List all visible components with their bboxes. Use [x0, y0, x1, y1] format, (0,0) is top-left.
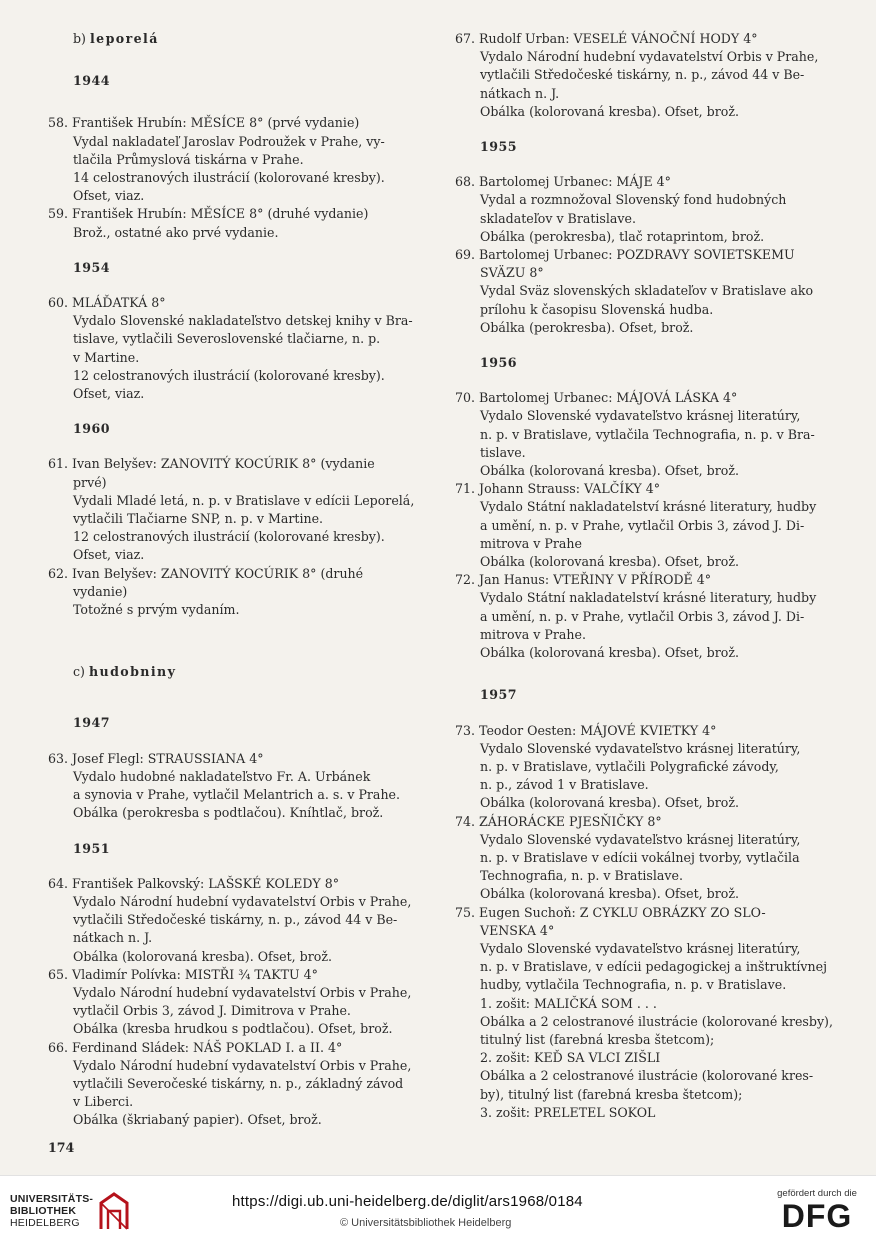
entry-title-line: 72. Jan Hanus: VTEŘINY V PŘÍRODĚ 4° — [455, 572, 712, 588]
entry-detail-line: VENSKA 4° — [480, 922, 555, 938]
year-heading: 1947 — [73, 715, 111, 731]
section-label: c) — [73, 664, 89, 680]
year-heading: 1944 — [73, 73, 111, 89]
year-heading: 1957 — [480, 687, 518, 703]
year-heading: 1954 — [73, 259, 111, 275]
page-number: 174 — [48, 1140, 75, 1155]
spacer — [455, 372, 847, 389]
spacer — [48, 403, 436, 420]
university-library-logo[interactable] — [10, 1191, 135, 1235]
entry-detail-line: Vydalo Státní nakladatelství krásné literatury, hudby — [480, 590, 817, 606]
spacer — [48, 681, 436, 714]
entry-detail-line: SVÄZU 8° — [480, 265, 544, 281]
year-heading: 1960 — [73, 421, 111, 437]
entry-detail-line: Ofset, viaz. — [73, 547, 145, 563]
viewer-footer — [0, 1175, 876, 1246]
spacer — [48, 90, 436, 114]
spacer — [455, 337, 847, 354]
entry-detail-line: Vydalo Slovenské vydavateľstvo krásnej literatúry, — [480, 740, 801, 756]
spacer — [48, 858, 436, 875]
entry-detail-line: mitrova v Prahe. — [480, 626, 586, 642]
entry-detail-line: Obálka (kolorovaná kresba). Ofset, brož. — [480, 554, 739, 570]
entry-detail-line: tlačila Průmyslová tiskárna v Prahe. — [73, 151, 304, 167]
entry-detail-line: Obálka (kresba hrudkou s podtlačou). Ofset, brož. — [73, 1021, 393, 1037]
entry-detail-line: Ofset, viaz. — [73, 386, 145, 402]
entry-detail-line: Vydali Mladé letá, n. p. v Bratislave v edícii Leporelá, — [73, 492, 415, 508]
entry-detail-line: 2. zošit: KEĎ SA VLCI ZIŠLI — [480, 1050, 661, 1066]
entry-detail-line: Obálka (kolorovaná kresba). Ofset, brož. — [480, 645, 739, 661]
year-heading: 1955 — [480, 139, 518, 155]
entry-detail-line: Obálka (kolorovaná kresba). Ofset, brož. — [480, 103, 739, 119]
entry-detail-line: prvé) — [73, 474, 107, 490]
entry-detail-line: Vydal a rozmnožoval Slovenský fond hudobných — [480, 192, 787, 208]
entry-detail-line: n. p., závod 1 v Bratislave. — [480, 777, 649, 793]
entry-detail-line: vytlačili Tlačiarne SNP, n. p. v Martine. — [73, 511, 324, 527]
university-library-name — [10, 1193, 93, 1229]
entry-detail-line: Vydal nakladateľ Jaroslav Podroužek v Prahe, vy- — [73, 133, 385, 149]
entry-detail-line: Obálka (perokresba), tlač rotaprintom, brož. — [480, 228, 765, 244]
entry-detail-line: vytlačili Středočeské tiskárny, n. p., závod 44 v Be- — [480, 67, 805, 83]
entry-detail-line: Vydal Sväz slovenských skladateľov v Bratislave ako — [480, 283, 814, 299]
entry-detail-line: Obálka (kolorovaná kresba). Ofset, brož. — [73, 948, 332, 964]
spacer — [48, 242, 436, 259]
entry-detail-line: n. p. v Bratislave, v edícii pedagogickej a inštruktívnej — [480, 959, 827, 975]
spacer — [48, 619, 436, 652]
spacer — [48, 733, 436, 750]
copyright-notice: © Universitätsbibliothek Heidelberg — [340, 1217, 512, 1229]
entry-detail-line: a umění, n. p. v Prahe, vytlačil Orbis 3, závod J. Di- — [480, 608, 805, 624]
entry-detail-line: Obálka (kolorovaná kresba). Ofset, brož. — [480, 795, 739, 811]
entry-detail-line: Technografia, n. p. v Bratislave. — [480, 868, 683, 884]
entry-detail-line: mitrova v Prahe — [480, 535, 582, 551]
entry-detail-line: 12 celostranových ilustrácií (kolorované kresby). — [73, 529, 385, 545]
section-title: leporelá — [89, 31, 159, 46]
entry-detail-line: tislave. — [480, 444, 526, 460]
entry-detail-line: Vydalo Národní hudební vydavatelství Orbis v Prahe, — [480, 49, 819, 65]
entry-detail-line: Obálka (perokresba). Ofset, brož. — [480, 319, 694, 335]
entry-detail-line: skladateľov v Bratislave. — [480, 210, 637, 226]
entry-title-line: 68. Bartolomej Urbanec: MÁJE 4° — [455, 174, 671, 190]
entry-detail-line: a synovia v Prahe, vytlačil Melantrich a. s. v Prahe. — [73, 787, 401, 803]
spacer — [48, 48, 436, 72]
entry-detail-line: prílohu k časopisu Slovenská hudba. — [480, 301, 714, 317]
entry-detail-line: tislave, vytlačili Severoslovenské tlačiarne, n. p. — [73, 331, 381, 347]
entry-title-line: 58. František Hrubín: MĚSÍCE 8° (prvé vydanie) — [48, 115, 360, 131]
spacer — [455, 705, 847, 722]
dfg-funded-by: gefördert durch die — [777, 1188, 857, 1199]
entry-detail-line: 14 celostranových ilustrácií (kolorované kresby). — [73, 170, 385, 186]
uni-name-line1: UNIVERSITÄTS- — [10, 1193, 94, 1205]
section-heading — [48, 663, 436, 681]
entry-detail-line: Vydalo Státní nakladatelství krásné literatury, hudby — [480, 499, 817, 515]
entry-detail-line: Obálka a 2 celostranové ilustrácie (kolorované kres- — [480, 1068, 814, 1084]
entry-detail-line: Obálka (kolorovaná kresba). Ofset, brož. — [480, 886, 739, 902]
entry-detail-line: 1. zošit: MALIČKÁ SOM . . . — [480, 995, 657, 1011]
entry-detail-line: n. p. v Bratislave, vytlačili Polygrafické závody, — [480, 758, 779, 774]
entry-title-line: 64. František Palkovský: LAŠSKÉ KOLEDY 8° — [48, 875, 340, 891]
spacer — [48, 438, 436, 455]
entry-detail-line: Obálka (škriabaný papier). Ofset, brož. — [73, 1112, 322, 1128]
entry-detail-line: Obálka (perokresba s podtlačou). Kníhtlač, brož. — [73, 805, 384, 821]
year-heading: 1956 — [480, 355, 518, 371]
entry-title-line: 74. ZÁHORÁCKE PJESŇIČKY 8° — [455, 813, 662, 829]
entry-detail-line: v Martine. — [73, 349, 140, 365]
entry-detail-line: n. p. v Bratislave, vytlačila Technografia, n. p. v Bra- — [480, 426, 815, 442]
entry-detail-line: Vydalo Slovenské vydavateľstvo krásnej literatúry, — [480, 408, 801, 424]
entry-detail-line: nátkach n. J. — [480, 85, 560, 101]
entry-detail-line: vytlačil Orbis 3, závod J. Dimitrova v Prahe. — [73, 1003, 351, 1019]
spacer — [455, 156, 847, 173]
entry-detail-line: Vydalo Národní hudební vydavatelství Orbis v Prahe, — [73, 893, 412, 909]
left-column — [48, 30, 436, 1130]
entry-detail-line: Vydalo hudobné nakladateľstvo Fr. A. Urbánek — [73, 768, 371, 784]
entry-title-line: 60. MLÁĎATKÁ 8° — [48, 295, 166, 311]
entry-title-line: 59. František Hrubín: MĚSÍCE 8° (druhé vydanie) — [48, 206, 369, 222]
uni-name-line2: BIBLIOTHEK — [10, 1205, 77, 1217]
heidelberg-mark-icon — [98, 1191, 130, 1231]
dfg-wordmark: DFG — [781, 1198, 853, 1234]
entry-title-line: 70. Bartolomej Urbanec: MÁJOVÁ LÁSKA 4° — [455, 390, 738, 406]
entry-detail-line: vydanie) — [73, 583, 128, 599]
entry-detail-line: titulný list (farebná kresba štetcom); — [480, 1031, 715, 1047]
entry-detail-line: 3. zošit: PRELETEL SOKOL — [480, 1104, 656, 1120]
permalink-url[interactable]: https://digi.ub.uni-heidelberg.de/diglit/ars1968/0184 — [232, 1193, 583, 1210]
entry-detail-line: Obálka (kolorovaná kresba). Ofset, brož. — [480, 463, 739, 479]
entry-detail-line: Vydalo Slovenské vydavateľstvo krásnej literatúry, — [480, 831, 801, 847]
dfg-logo[interactable] — [772, 1188, 862, 1238]
right-column — [455, 30, 847, 1122]
entry-title-line: 75. Eugen Suchoň: Z CYKLU OBRÁZKY ZO SLO- — [455, 904, 766, 920]
entry-detail-line: Ofset, viaz. — [73, 188, 145, 204]
uni-name-line3: HEIDELBERG — [10, 1217, 80, 1229]
spacer — [455, 662, 847, 686]
entry-detail-line: 12 celostranových ilustrácií (kolorované kresby). — [73, 367, 385, 383]
entry-title-line: 66. Ferdinand Sládek: NÁŠ POKLAD I. a II. 4° — [48, 1039, 343, 1055]
entry-title-line: 71. Johann Strauss: VALČÍKY 4° — [455, 481, 661, 497]
entry-title-line: 67. Rudolf Urban: VESELÉ VÁNOČNÍ HODY 4° — [455, 31, 758, 46]
entry-detail-line: Vydalo Slovenské vydavateľstvo krásnej literatúry, — [480, 940, 801, 956]
spacer — [48, 823, 436, 840]
spacer — [48, 652, 436, 663]
entry-detail-line: Vydalo Národní hudební vydavatelství Orbis v Prahe, — [73, 1057, 412, 1073]
entry-detail-line: v Liberci. — [73, 1094, 134, 1110]
section-label: b) — [73, 31, 90, 46]
section-heading — [48, 30, 436, 48]
section-title: hudobniny — [88, 664, 177, 680]
entry-detail-line: Vydalo Slovenské nakladateľstvo detskej knihy v Bra- — [73, 313, 413, 329]
entry-title-line: 62. Ivan Belyšev: ZANOVITÝ KOCÚRIK 8° (druhé — [48, 565, 364, 581]
entry-detail-line: Obálka a 2 celostranové ilustrácie (kolorované kresby), — [480, 1013, 833, 1029]
entry-detail-line: n. p. v Bratislave v edícii vokálnej tvorby, vytlačila — [480, 849, 800, 865]
entry-title-line: 65. Vladimír Polívka: MISTŘI ¾ TAKTU 4° — [48, 966, 318, 982]
entry-detail-line: by), titulný list (farebná kresba štetcom); — [480, 1086, 743, 1102]
entry-title-line: 73. Teodor Oesten: MÁJOVÉ KVIETKY 4° — [455, 722, 717, 738]
entry-title-line: 61. Ivan Belyšev: ZANOVITÝ KOCÚRIK 8° (vydanie — [48, 456, 375, 472]
spacer — [48, 277, 436, 294]
year-heading: 1951 — [73, 840, 111, 856]
entry-detail-line: a umění, n. p. v Prahe, vytlačil Orbis 3, závod J. Di- — [480, 517, 805, 533]
entry-title-line: 69. Bartolomej Urbanec: POZDRAVY SOVIETSKEMU — [455, 247, 795, 263]
entry-detail-line: Brož., ostatné ako prvé vydanie. — [73, 224, 279, 240]
entry-title-line: 63. Josef Flegl: STRAUSSIANA 4° — [48, 750, 264, 766]
entry-detail-line: Totožné s prvým vydaním. — [73, 602, 240, 618]
entry-detail-line: vytlačili Středočeské tiskárny, n. p., závod 44 v Be- — [73, 912, 398, 928]
entry-detail-line: vytlačili Severočeské tiskárny, n. p., základný závod — [73, 1075, 404, 1091]
entry-detail-line: Vydalo Národní hudební vydavatelství Orbis v Prahe, — [73, 984, 412, 1000]
spacer — [455, 121, 847, 138]
entry-detail-line: nátkach n. J. — [73, 930, 153, 946]
entry-detail-line: hudby, vytlačila Technografia, n. p. v Bratislave. — [480, 977, 787, 993]
